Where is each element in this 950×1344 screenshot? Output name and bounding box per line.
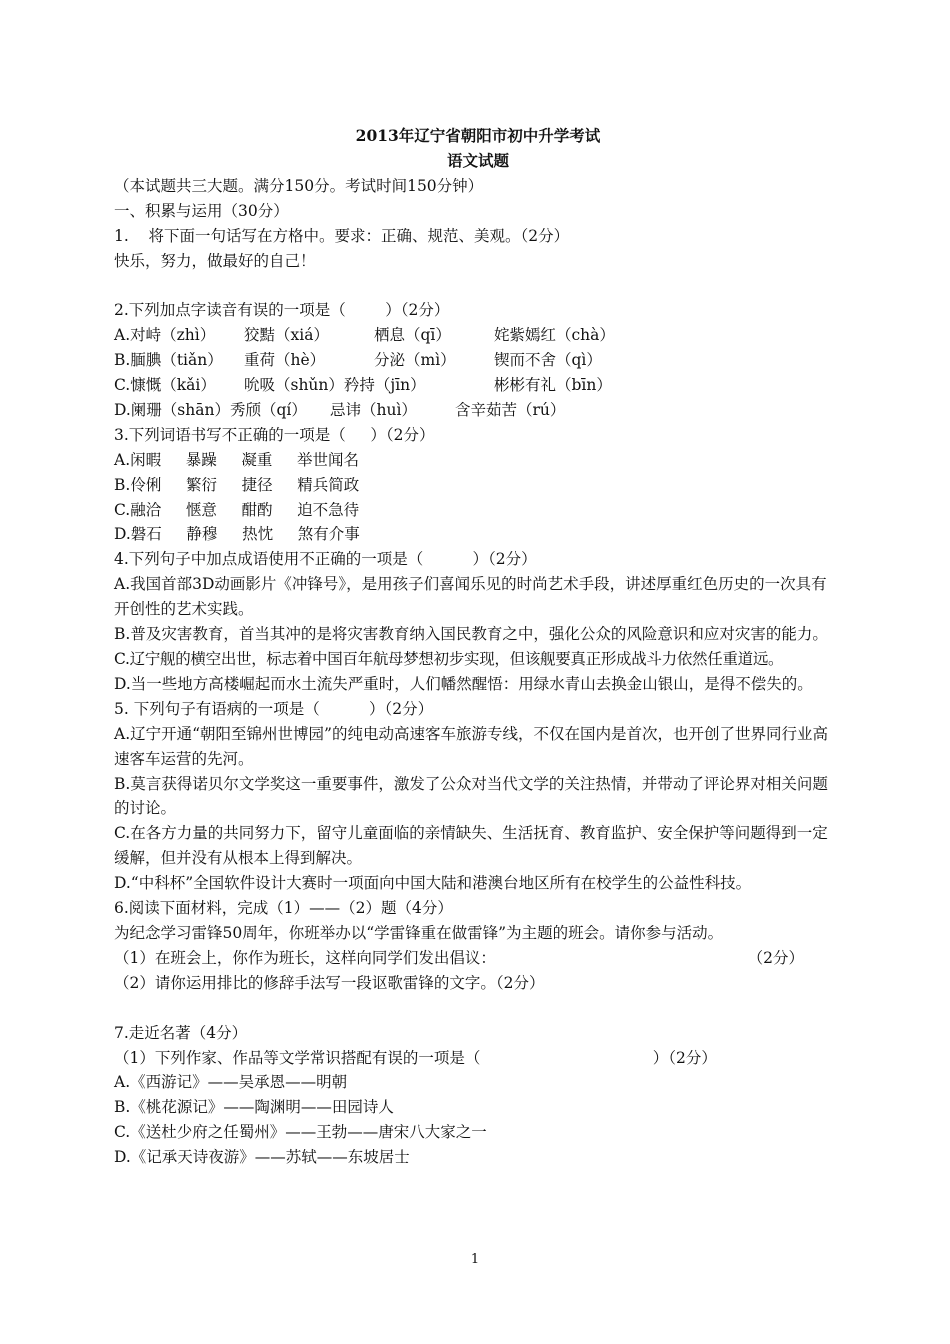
question-6-sub2: （2）请你运用排比的修辞手法写一段讴歌雷锋的文字。（2分） (114, 973, 545, 992)
question-6-sub1-score: （2分） (747, 948, 804, 967)
option-item: D.阑珊（shān）秀颀（qí） (114, 400, 307, 419)
question-6-sub1-row (114, 946, 804, 971)
question-2-option-a (114, 323, 842, 348)
question-4-option-d: D.当一些地方高楼崛起而水土流失严重时，人们幡然醒悟：用绿水青山去换金山银山，是得不偿失的。 (114, 674, 813, 693)
question-7-option-d: D.《记承天诗夜游》——苏轼——东坡居士 (114, 1148, 410, 1167)
option-item: 含辛茹苦（rú） (455, 400, 566, 419)
question-1: 1. 将下面一句话写在方格中。要求：正确、规范、美观。（2分） (114, 226, 570, 245)
option-item: C.慷慨（kǎi） (114, 376, 216, 395)
question-3-stem: 3.下列词语书写不正确的一项是（ ）（2分） (114, 425, 435, 444)
question-5-option-c: C.在各方力量的共同努力下，留守儿童面临的亲情缺失、生活抚育、教育监护、安全保护等问题得到一定缓解，但并没有从根本上得到解决。 (114, 824, 828, 868)
question-2-option-b (114, 348, 842, 373)
question-4-stem: 4.下列句子中加点成语使用不正确的一项是（ ）（2分） (114, 550, 537, 569)
question-3-option-b: B.伶俐 繁衍 捷径 精兵简政 (114, 475, 360, 494)
question-7-stem: 7.走近名著（4分） (114, 1023, 248, 1042)
exam-title: 2013年辽宁省朝阳市初中升学考试 (355, 126, 601, 145)
option-item: 锲而不舍（qì） (494, 351, 602, 370)
question-7-option-c: C.《送杜少府之任蜀州》——王勃——唐宋八大家之一 (114, 1123, 487, 1142)
question-6-sub1: （1）在班会上，你作为班长，这样向同学们发出倡议： (114, 948, 496, 967)
spacer (114, 273, 842, 298)
question-2-option-d (114, 398, 842, 423)
exam-subtitle: 语文试题 (446, 150, 509, 170)
option-item: 彬彬有礼（bīn） (494, 376, 612, 395)
question-4-option-a: A.我国首部3D动画影片《冲锋号》，是用孩子们喜闻乐见的时尚艺术手段，讲述厚重红色历史的一次具有开创性的艺术实践。 (114, 575, 827, 619)
question-4-option-b: B.普及灾害教育，首当其冲的是将灾害教育纳入国民教育之中，强化公众的风险意识和应对灾害的能力。 (114, 625, 828, 644)
question-7-option-a: A.《西游记》——吴承恩——明朝 (114, 1073, 348, 1092)
question-3-option-a: A.闲暇 暴躁 凝重 举世闻名 (114, 450, 360, 469)
option-item: A.对峙（zhì） (114, 326, 216, 345)
page-number: 1 (470, 1252, 480, 1267)
question-6-material: 为纪念学习雷锋50周年，你班举办以“学雷锋重在做雷锋”为主题的班会。请你参与活动。 (114, 923, 724, 942)
question-5-stem: 5. 下列句子有语病的一项是（ ）（2分） (114, 699, 434, 718)
exam-instructions: （本试题共三大题。满分150分。考试时间150分钟） (114, 176, 484, 195)
option-item: 重荷（hè） (244, 351, 326, 370)
question-4-option-c: C.辽宁舰的横空出世，标志着中国百年航母梦想初步实现，但该舰要真正形成战斗力依然任重道远。 (114, 650, 784, 669)
option-item: 吮吸（shǔn）矜持（jīn） (244, 376, 426, 395)
option-item: 栖息（qī） (374, 326, 451, 345)
question-2-option-c (114, 373, 842, 398)
option-item: 忌讳（huì） (330, 400, 417, 419)
question-5-option-b: B.莫言获得诺贝尔文学奖这一重要事件，激发了公众对当代文学的关注热情，并带动了评论界对相关问题的讨论。 (114, 774, 828, 818)
question-2-stem: 2.下列加点字读音有误的一项是（ ）（2分） (114, 301, 450, 320)
question-5-option-d: D.“中科杯”全国软件设计大赛时一项面向中国大陆和港澳台地区所有在校学生的公益性科技。 (114, 874, 752, 893)
option-item: 狡黠（xiá） (244, 326, 329, 345)
option-item: B.腼腆（tiǎn） (114, 351, 223, 370)
option-item: 姹紫嫣红（chà） (494, 326, 615, 345)
question-6-stem: 6.阅读下面材料，完成（1）——（2）题（4分） (114, 899, 453, 918)
document-body (114, 124, 842, 1170)
option-item: 分泌（mì） (374, 351, 456, 370)
question-7-sub1: （1）下列作家、作品等文学常识搭配有误的一项是（ ）（2分） (114, 1048, 717, 1067)
question-3-option-d: D.磐石 静穆 热忱 煞有介事 (114, 525, 360, 544)
spacer (114, 996, 842, 1021)
question-3-option-c: C.融洽 惬意 酣酌 迫不急待 (114, 500, 360, 519)
question-1-sentence: 快乐，努力，做最好的自己！ (114, 251, 316, 270)
question-5-option-a: A.辽宁开通“朝阳至锦州世博园”的纯电动高速客车旅游专线，不仅在国内是首次，也开创了世界同行业高速客车运营的先河。 (114, 724, 828, 768)
question-7-option-b: B.《桃花源记》——陶渊明——田园诗人 (114, 1098, 394, 1117)
section-heading: 一、积累与运用（30分） (114, 201, 289, 220)
